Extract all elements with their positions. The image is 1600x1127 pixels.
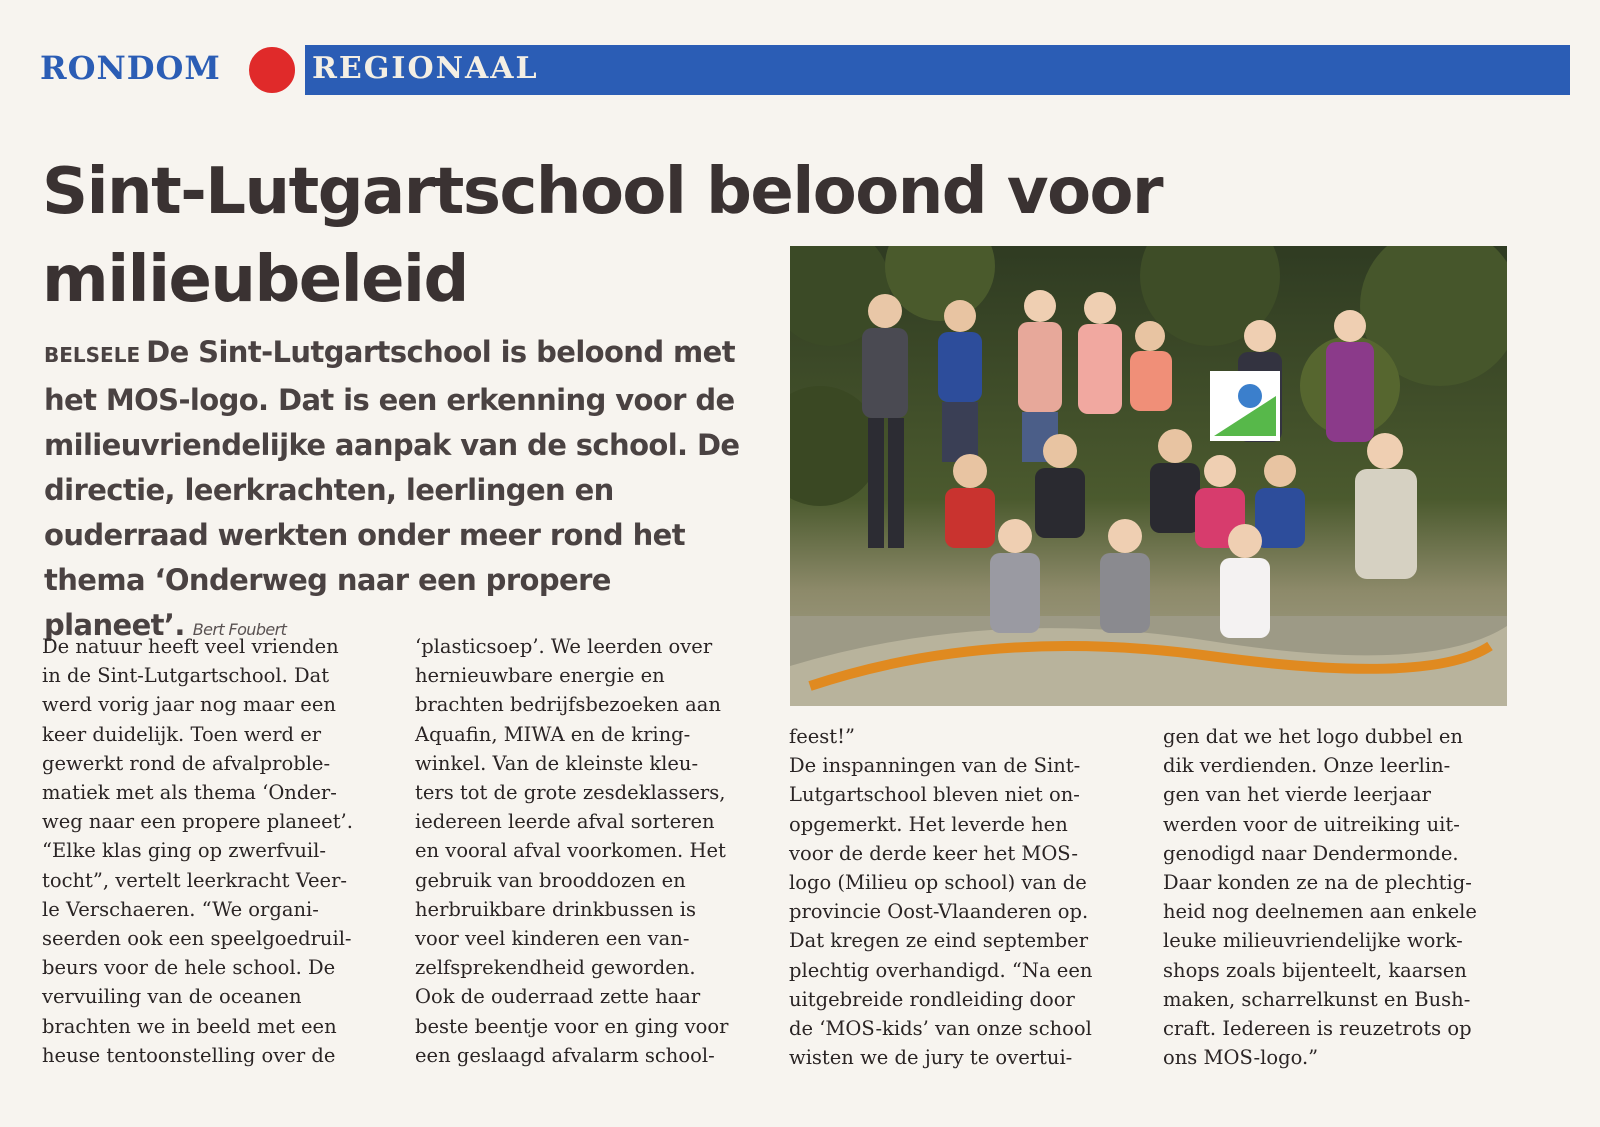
section-label-right: REGIONAAL	[312, 51, 539, 86]
group-photo	[790, 246, 1507, 706]
body-column-4: gen dat we het logo dubbel en dik verdienden. Onze leerlin- gen van het vierde leerjaar werden voor de uitreiking uit- genodigd naar Dendermonde. Daar konden ze na de plechtig- heid nog deelnemen aan enkele leuke milieuvriendelijke work- shops zoals bijenteelt, kaarsen maken, scharrelkunst en Bush- craft. Iedereen is reuzetrots op ons MOS-logo.”	[1163, 725, 1477, 1070]
section-label-left: RONDOM	[40, 49, 221, 87]
dateline: BELSELE	[44, 343, 141, 367]
section-header	[40, 45, 1570, 95]
author-credit: Bert Foubert	[192, 620, 287, 639]
lead-text: De Sint-Lutgartschool is beloond met het MOS-logo. Dat is een erkenning voor de milieuvriendelijke aanpak van de school. De directie, leerkrachten, leerlingen en ouderraad werkten onder meer rond het thema ‘Onderweg naar een propere planeet’.	[44, 335, 740, 642]
body-column-2: ‘plasticsoep’. We leerden over hernieuwbare energie en brachten bedrijfsbezoeken aan Aquafin, MIWA en de kring- winkel. Van de kleinste kleu- ters tot de grote zesdeklassers, iedereen leerde afval sorteren en vooral afval voorkomen. Het gebruik van brooddozen en herbruikbare drinkbussen is voor veel kinderen een van- zelfsprekendheid geworden. Ook de ouderraad zette haar beste beentje voor en ging voor een geslaagd afvalarm school-	[415, 635, 729, 1067]
body-column-3: feest!” De inspanningen van de Sint- Lutgartschool bleven niet on- opgemerkt. Het leverde hen voor de derde keer het MOS- logo (Milieu op school) van de provincie Oost-Vlaanderen op. Dat kregen ze eind september plechtig overhandigd. “Na een uitgebreide rondleiding door de ‘MOS-kids’ van onze school wisten we de jury te overtui-	[789, 725, 1093, 1070]
group-photo-illustration	[790, 246, 1507, 706]
body-column-1: De natuur heeft veel vrienden in de Sint-Lutgartschool. Dat werd vorig jaar nog maar een keer duidelijk. Toen werd er gewerkt rond de afvalproble- matiek met als thema ‘Onder- weg naar een propere planeet’. “Elke klas ging op zwerfvuil- tocht”, vertelt leerkracht Veer- le Verschaeren. “We organi- seerden ook een speelgoedruil- beurs voor de hele school. De vervuiling van de oceanen brachten we in beeld met een heuse tentoonstelling over de	[42, 635, 353, 1067]
article-headline: Sint-Lutgartschool beloond voor milieubeleid	[42, 155, 1163, 317]
article-lead	[44, 330, 764, 652]
red-dot-icon	[245, 43, 299, 97]
